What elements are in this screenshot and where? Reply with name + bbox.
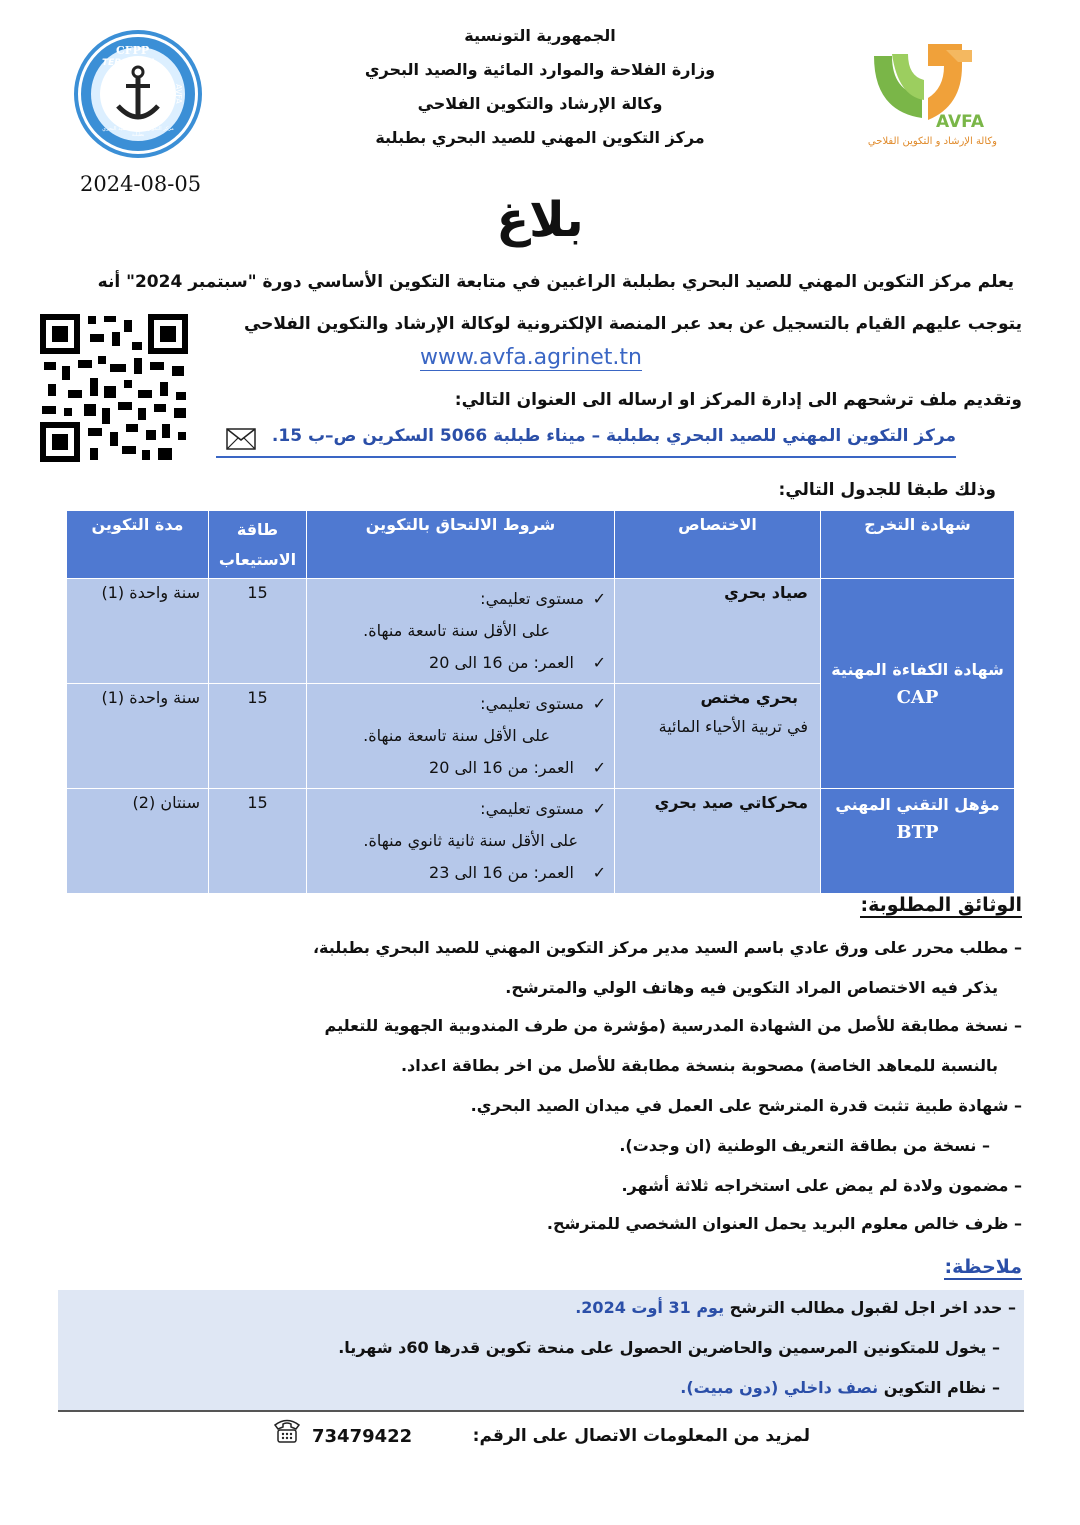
specialty-line: صياد بحري (724, 583, 808, 602)
condition-text: العمر: من 16 الى 20 (429, 758, 574, 777)
cell-conditions (307, 579, 615, 684)
condition-text: مستوى تعليمي: (480, 589, 584, 608)
cert-name: مؤهل التقني المهني (835, 795, 1000, 814)
address-text: مركز التكوين المهني للصيد البحري بطبلبة – ميناء طبلبة 5066 السكرين ص–ب 15. (271, 426, 956, 446)
header-agency: وكالة الإرشاد والتكوين الفلاحي (417, 94, 663, 113)
intro-line-1: يعلم مركز التكوين المهني للصيد البحري بطبلبة الراغبين في متابعة التكوين الأساسي دورة "سبتمبر 2024" أنه (97, 272, 1014, 292)
qr-code[interactable] (38, 312, 190, 464)
notes-divider (58, 1410, 1024, 1412)
check-icon: ✓ (592, 589, 606, 608)
avfa-logo (862, 36, 1002, 156)
col-header-specialty: الاختصاص (615, 511, 821, 579)
cell-capacity: 15 (209, 684, 307, 789)
condition-text: العمر: من 16 الى 23 (429, 863, 574, 882)
cfpp-logo-bottom: مركز التكوين المهني للصيد البحري بطبلبة (102, 126, 174, 138)
document-item: يذكر فيه الاختصاص المراد التكوين فيه وهاتف الولي والمترشح. (505, 978, 998, 997)
notes-title: ملاحظة: (944, 1256, 1022, 1278)
condition-line (315, 857, 606, 889)
contact-line (270, 1422, 810, 1458)
cell-specialty (615, 579, 821, 684)
document-item: – شهادة طبية تثبت قدرة المترشح على العمل في ميدان الصيد البحري. (470, 1096, 1022, 1115)
col-header-capacity: طاقة الاستيعاب (209, 511, 307, 579)
check-icon: ✓ (592, 694, 606, 713)
intro-line-3: وتقديم ملف ترشحهم الى إدارة المركز او ارساله الى العنوان التالي: (454, 390, 1022, 410)
condition-text: مستوى تعليمي: (480, 694, 584, 713)
document-item: – مطلب محرر على ورق عادي باسم السيد مدير مركز التكوين المهني للصيد البحري بطبلبة، (312, 938, 1022, 957)
check-icon: ✓ (592, 758, 606, 777)
contact-label: لمزيد من المعلومات الاتصال على الرقم: (472, 1426, 810, 1446)
avfa-logo-caption: وكالة الإرشاد و التكوين الفلاحي (867, 136, 997, 147)
condition-line: على الأقل سنة ثانية ثانوي منهاة. (363, 831, 578, 850)
condition-line (315, 793, 606, 825)
specialty-line: بحري مختص (700, 688, 798, 707)
cell-certificate-btp (821, 789, 1015, 894)
document-item: – نسخة من بطاقة التعريف الوطنية (ان وجدت). (619, 1136, 990, 1155)
note-regime-text: – نظام التكوين (883, 1378, 1000, 1397)
note-deadline-date: يوم 31 أوت 2024. (575, 1298, 725, 1317)
phone-icon (272, 1416, 302, 1448)
cert-code: BTP (896, 822, 939, 843)
cfpp-logo-middle: TEBOULBA (102, 58, 156, 68)
cfpp-logo-top: CFPP (116, 44, 150, 57)
table-row (67, 579, 1015, 684)
document-item: – نسخة مطابقة للأصل من الشهادة المدرسية (مؤشرة من طرف المندوبية الجهوية للتعليم (324, 1016, 1022, 1035)
header-republic: الجمهورية التونسية (464, 26, 616, 45)
cell-duration: سنة واحدة (1) (67, 579, 209, 684)
header-center: مركز التكوين المهني للصيد البحري بطبلبة (375, 128, 705, 147)
header-ministry: وزارة الفلاحة والموارد المائية والصيد البحري (364, 60, 716, 79)
cfpp-logo (72, 28, 204, 160)
condition-line (315, 647, 606, 679)
cfpp-logo-side: AVFA (174, 84, 183, 104)
specialty-line: في تربية الأحياء المائية (658, 717, 808, 736)
condition-line: على الأقل سنة تاسعة منهاة. (363, 726, 550, 745)
cell-duration: سنتان (2) (67, 789, 209, 894)
note-regime-value: نصف داخلي (دون مبيت). (680, 1378, 879, 1397)
intro-line-4: وذلك طبقا للجدول التالي: (778, 480, 996, 500)
avfa-logo-brand: AVFA (936, 112, 984, 132)
cell-conditions (307, 684, 615, 789)
cell-duration: سنة واحدة (1) (67, 684, 209, 789)
condition-text: العمر: من 16 الى 20 (429, 653, 574, 672)
col-header-certificate: شهادة التخرج (821, 511, 1015, 579)
check-icon: ✓ (592, 799, 606, 818)
cell-specialty (615, 684, 821, 789)
training-table (66, 510, 1015, 894)
document-item: – مضمون ولادة لم يمض على استخراجه ثلاثة أشهر. (621, 1176, 1022, 1195)
note-deadline (575, 1298, 1016, 1317)
condition-line (315, 752, 606, 784)
specialty-line: محركاتي صيد بحري (654, 793, 808, 812)
check-icon: ✓ (592, 653, 606, 672)
cert-code: CAP (896, 686, 939, 708)
document-item: بالنسبة للمعاهد الخاصة) مصحوبة بنسخة مطابقة للأصل من اخر بطاقة اعداد. (400, 1056, 998, 1075)
address-line (216, 426, 956, 458)
note-deadline-text: – حدد اخر اجل لقبول مطالب الترشح (729, 1298, 1016, 1317)
intro-line-2: يتوجب عليهم القيام بالتسجيل عن بعد عبر المنصة الإلكترونية لوكالة الإرشاد والتكوين الفلاحي (243, 314, 1022, 334)
website-link[interactable]: www.avfa.agrinet.tn (420, 345, 642, 370)
condition-text: مستوى تعليمي: (480, 799, 584, 818)
cell-conditions (307, 789, 615, 894)
note-grant: – يخول للمتكونين المرسمين والحاضرين الحصول على منحة تكوين قدرها 60د شهريا. (338, 1338, 1000, 1357)
cell-capacity: 15 (209, 579, 307, 684)
contact-phone[interactable]: 73479422 (312, 1426, 413, 1447)
page-title: بلاغ (496, 192, 584, 248)
condition-line (315, 688, 606, 720)
mail-icon (226, 428, 256, 454)
table-row (67, 789, 1015, 894)
cell-certificate-cap (821, 579, 1015, 789)
check-icon: ✓ (592, 863, 606, 882)
col-header-duration: مدة التكوين (67, 511, 209, 579)
cert-name: شهادة الكفاءة المهنية (831, 659, 1004, 679)
col-header-conditions: شروط الالتحاق بالتكوين (307, 511, 615, 579)
documents-title: الوثائق المطلوبة: (860, 894, 1022, 916)
table-header-row (67, 511, 1015, 579)
document-date: 2024-08-05 (80, 172, 202, 196)
cell-capacity: 15 (209, 789, 307, 894)
condition-line: على الأقل سنة تاسعة منهاة. (363, 621, 550, 640)
document-item: – ظرف خالص معلوم البريد يحمل العنوان الشخصي للمترشح. (546, 1214, 1022, 1233)
condition-line (315, 583, 606, 615)
note-regime (680, 1378, 1000, 1397)
cell-specialty (615, 789, 821, 894)
